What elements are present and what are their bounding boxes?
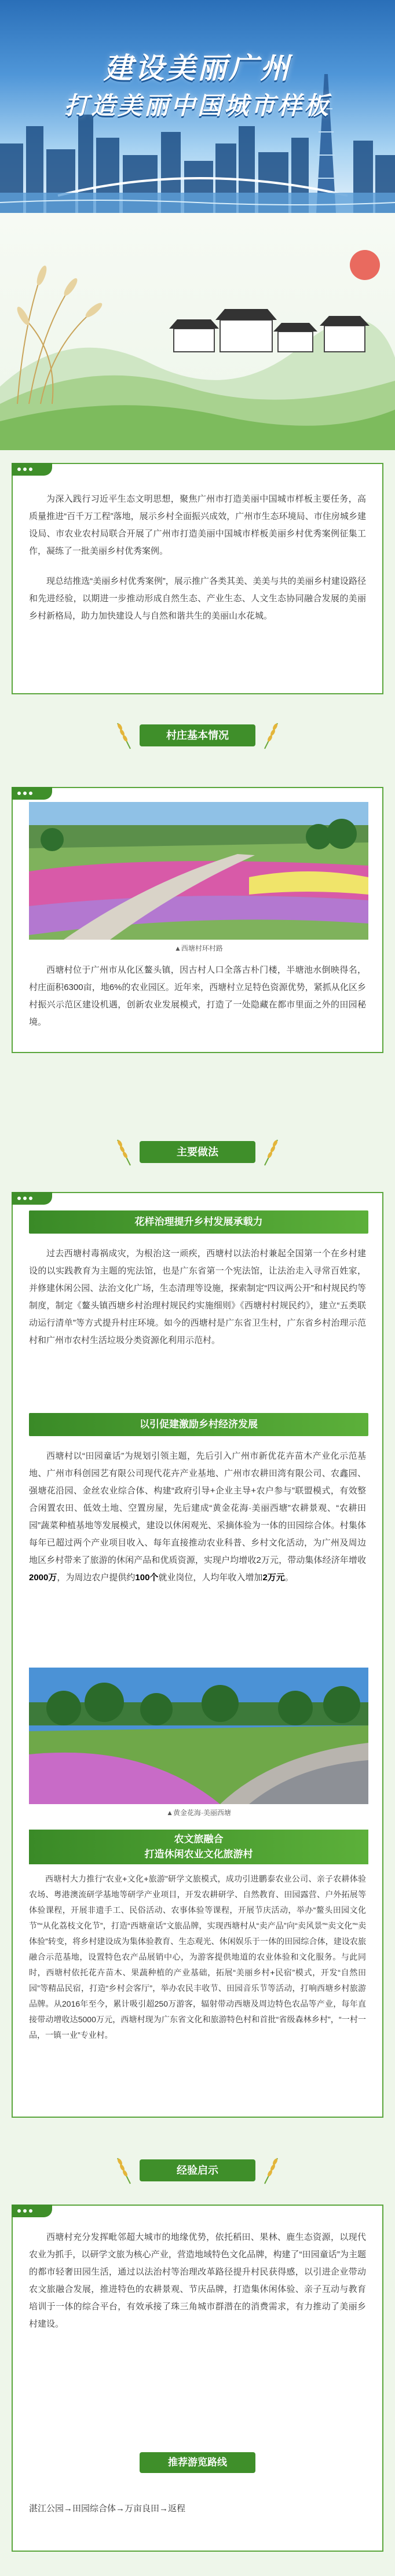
section-title: 主要做法 xyxy=(140,1141,255,1163)
village-landscape-illustration xyxy=(0,213,395,450)
wheat-left-icon xyxy=(113,720,136,750)
economy-paragraph: 西塘村以“田园童话”为规划引领主题，先后引入广州市新优花卉苗木产业化示范基地、广州市科创园艺有限公司现代花卉产业基地、广州市农耕田湾有限公司、农鑫园、强塘花沿园、金丝农业综合体、构建“政府引导+企业主导+农户参与”联盟模式，有效整合闲置农田、低效土地、空置房屋，先后建成“黄金花海·美丽西塘”农耕景观、“农耕田园”蔬菜种植基地等发展模式，建设以休闲观光、采摘体验为一体的田园综合体。村集体每年已超过两个产业项目收入、每年直接推动农业科普、乡村文化活动，为广州及周边地区乡村带来了旅游的休闲产品和优质资源，实现户均增收2万元，带动集体经济年增收2000万，为周边农户提供约100个就业岗位，人均年收入增加2万元。 xyxy=(29,1451,366,1583)
wheat-right-icon xyxy=(259,1136,282,1166)
wheat-left-icon xyxy=(113,1136,136,1166)
lessons-card xyxy=(12,2205,383,2552)
photo-caption: ▲西塘村环村路 xyxy=(174,944,223,952)
governance-paragraph: 过去西塘村毒祸成灾，为根治这一顽疾，西塘村以法治村兼起全国第一个在乡村建设的以实践教育为主题的宪法馆，也是广东省第一个宪法馆，让法治走入寻常百姓家，并修建休闲公园、法治文化广场，生态清理等设施，探索制定“四议两公开”和村规民约等制度，制定《鳌头镇西塘乡村治理村规民约实施细则》《西塘村村规民约》，建立“五类联动运行清单”等方式提升村庄环境。如今的西塘村是广东省卫生村，广东省乡村治理示范村和广州市农村生活垃圾分类资源化利用示范村。 xyxy=(29,1249,366,1345)
subheading-governance: 花样治理提升乡村发展承载力 xyxy=(29,1210,368,1234)
route-heading: 推荐游览路线 xyxy=(140,2452,255,2473)
route-text: 湛江公园→田园综合体→万亩良田→返程 xyxy=(29,2504,186,2514)
main-practices-card xyxy=(12,1192,383,2118)
section-title: 村庄基本情况 xyxy=(140,724,255,746)
village-road-photo xyxy=(29,802,368,940)
section-title: 经验启示 xyxy=(140,2159,255,2181)
card-corner-tab xyxy=(12,1192,52,1205)
intro-card xyxy=(12,463,383,694)
landscape-art xyxy=(0,213,395,450)
wheat-left-icon xyxy=(113,2155,136,2185)
photo-caption: ▲黄金花海·美丽西塘 xyxy=(166,1809,231,1817)
section-heading-route xyxy=(13,2449,382,2478)
banner-title-line2: 打造美丽中国城市样板 xyxy=(64,91,331,120)
section-heading-basic-info xyxy=(0,717,395,752)
subheading-agri-culture-tourism xyxy=(29,1830,368,1864)
lessons-paragraph: 西塘村充分发挥毗邻超大城市的地缘优势，依托稻田、果林、鹿生态资源，以现代农业为抓手，以研学文旅为核心产业，营造地域特色文化品牌，构建了“田园童话”为主题的都市轻奢田园生活，通过以法治村等治理改革路径提升村民获得感，以引进企业带动农文旅融合发展，推进特色的农耕景观、节庆品牌，打造集休闲体验、亲子互动与教育培训于一体的综合平台，有效承接了珠三角城市群潜在的消费需求，有力推动了美丽乡村建设。 xyxy=(29,2232,366,2329)
wheat-right-icon xyxy=(259,2155,282,2185)
intro-paragraph-2: 现总结推选“美丽乡村优秀案例”，展示推广各类其美、美美与共的美丽乡村建设路径和先进经验，以期进一步推动形成自然生态、产业生态、人文生态协同融合发展的美丽乡村新格局，助力加快建设人与自然和谐共生的美丽山水花城。 xyxy=(29,576,366,621)
subheading-line2: 打造休闲农业文化旅游村 xyxy=(144,1849,253,1860)
header-banner xyxy=(0,0,395,213)
banner-title-line1: 建设美丽广州 xyxy=(104,51,291,85)
subheading-line1: 农文旅融合 xyxy=(174,1834,224,1845)
agri-culture-tourism-paragraph: 西塘村大力推行“农业+文化+旅游”研学文旅模式，成功引进鹏泰农业公司、亲子农耕体验农场、粤港澳流研学基地等研学产业项目，开发农耕研学、自然教育、田园露营、户外拓展等体验课程，开展非遗手工、民俗活动、农事体验等课程，开展节庆活动，举办“鳌头田园文化节”“从化荔枝文化节”，打造“西塘童话”文旅品牌，实现西塘村从“卖产品”向“卖风景”“卖文化”“卖体验”转变，将乡村建设成为集体验教育、生态观光、休闲娱乐于一体的田园综合体，建设农旅融合示范基地，设置特色农产品展销中心，为游客提供地道的农业体验和文化服务。与此同时，西塘村依托花卉苗木、果蔬种植的产业基础，拓展“美丽乡村+民宿”模式，开发“自然田园”等精品民宿，打造“乡村会客厅”，举办农民丰收节、田园音乐节等活动，打响西塘乡村旅游品牌。从2016年至今，累计吸引超250万游客，辐射带动西塘及周边特色农品等产业，每年直接带动增收达5000万元，西塘村现为广东省文化和旅游特色村和首批“省级森林乡村”，“一村一品，一镇一业”专业村。 xyxy=(29,1874,366,2040)
intro-paragraph-1: 为深入践行习近平生态文明思想，聚焦广州市打造美丽中国城市样板主要任务，高质量推进“百千万工程”落地，展示乡村全面振兴成效，广州市生态环境局、市住房城乡建设局、市农业农村局联合开展了广州市打造美丽中国城市样板美丽乡村优秀案例征集工作，凝练了一批美丽乡村优秀案例。 xyxy=(29,494,366,556)
section-heading-main-practices xyxy=(0,1134,395,1169)
basic-info-paragraph: 西塘村位于广州市从化区鳌头镇，因古村人口全落古朴门楼，半塘池水倒映得名，村庄面积6300亩，地6%的农业园区。近年来，西塘村立足特色资源优势，紧抓从化区乡村振兴示范区建设机遇，创新农业发展模式，打造了一处隐藏在都市里面之外的田园秘境。 xyxy=(29,965,366,1027)
golden-flower-sea-photo xyxy=(29,1668,368,1804)
basic-info-card xyxy=(12,787,383,1053)
card-corner-tab xyxy=(12,2205,52,2217)
section-heading-lessons xyxy=(0,2152,395,2187)
wheat-right-icon xyxy=(259,720,282,750)
card-corner-tab xyxy=(12,463,52,476)
subheading-economy: 以引促建激励乡村经济发展 xyxy=(29,1413,368,1436)
card-corner-tab xyxy=(12,787,52,800)
